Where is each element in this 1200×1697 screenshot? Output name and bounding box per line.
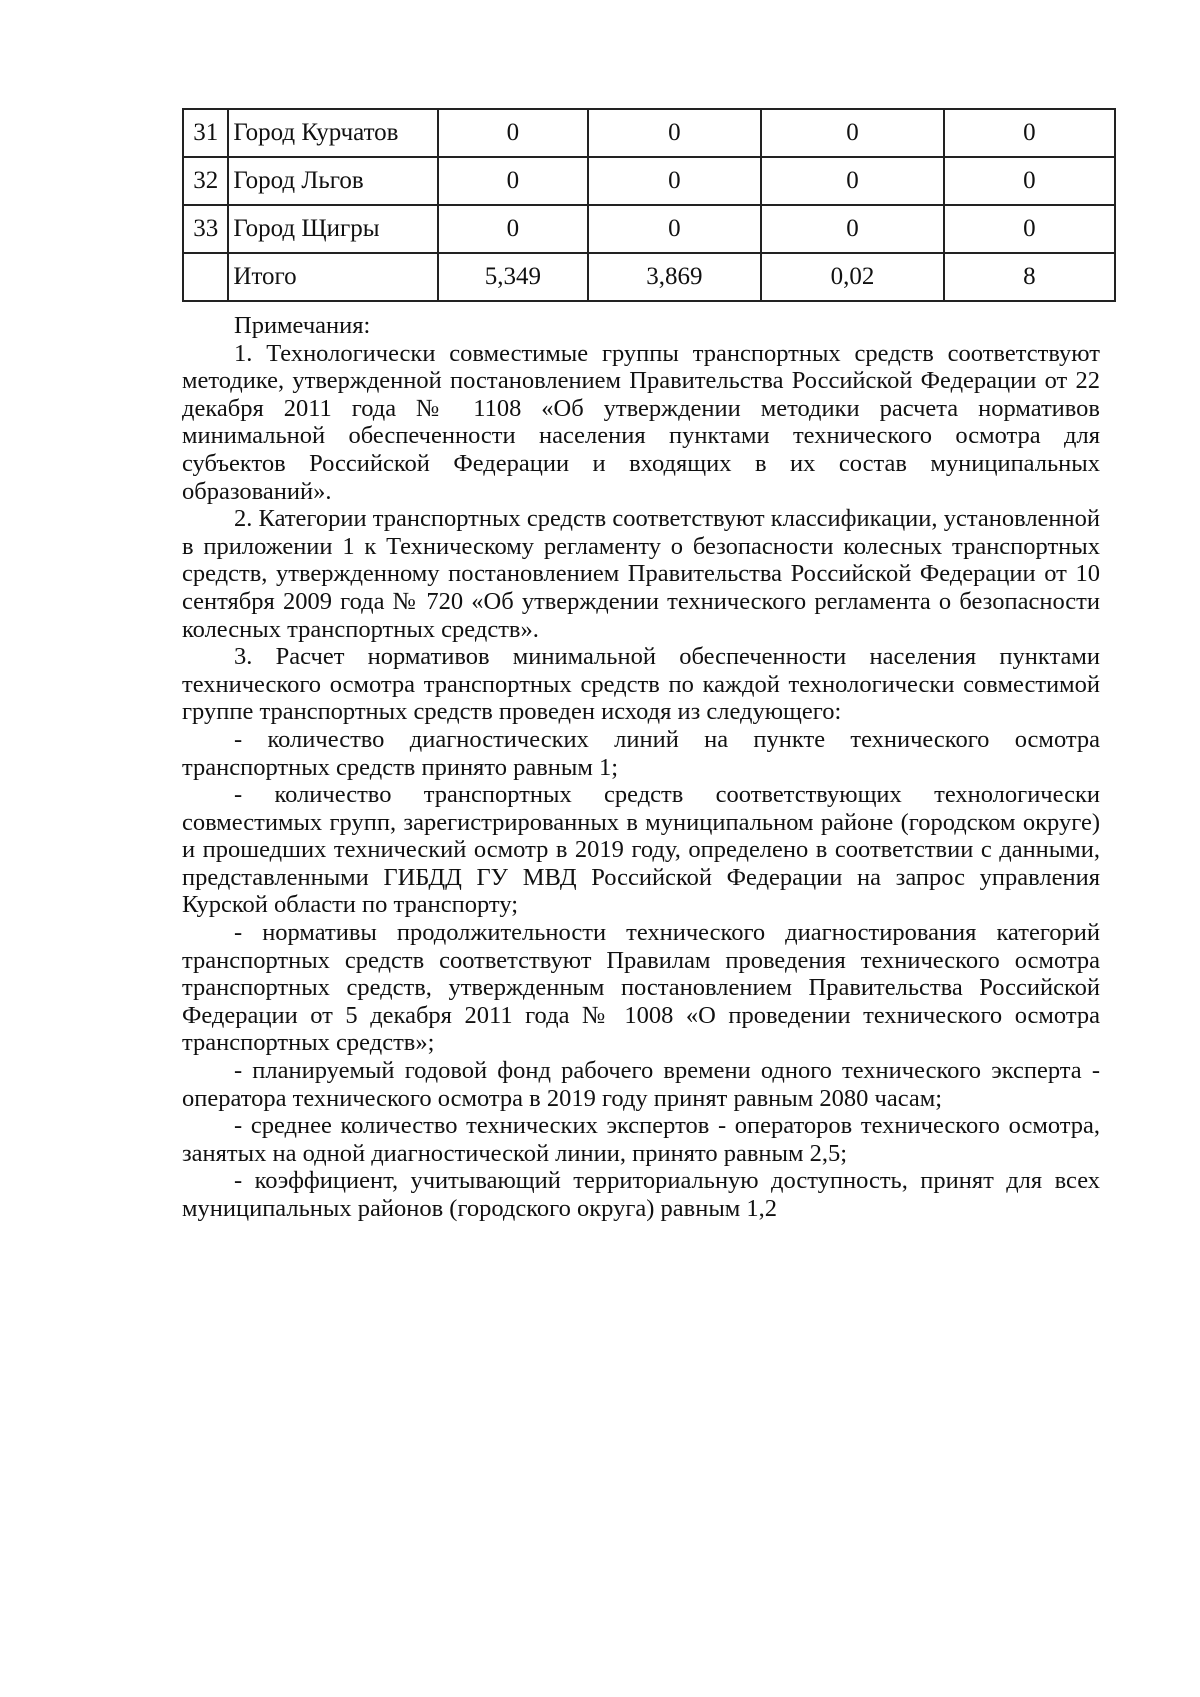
municipality-name: Город Щигры	[228, 205, 438, 253]
note-paragraph: 1. Технологически совместимые группы транспортных средств соответствуют методике, утвержденной постановлением Правительства Российской Федерации от 22 декабря 2011 года № 1108 «Об утверждении методики расчета нормативов минимальной обеспеченности населения пунктами технического осмотра для субъектов Российской Федерации и входящих в их состав муниципальных образований».	[182, 339, 1100, 505]
municipality-name: Город Льгов	[228, 157, 438, 205]
total-row	[183, 253, 1115, 301]
value-cell: 0	[438, 205, 587, 253]
notes-heading: Примечания:	[234, 312, 371, 339]
value-cell: 0	[588, 205, 762, 253]
table-row	[183, 157, 1115, 205]
municipality-name: Город Курчатов	[228, 109, 438, 157]
value-cell: 0	[438, 109, 587, 157]
total-value: 8	[944, 253, 1115, 301]
value-cell: 0	[761, 205, 943, 253]
total-label: Итого	[228, 253, 438, 301]
note-list-item: - коэффициент, учитывающий территориальную доступность, принят для всех муниципальных районов (городского округа) равным 1,2	[182, 1167, 1100, 1222]
value-cell: 0	[761, 157, 943, 205]
value-cell: 0	[588, 109, 762, 157]
note-list-item: - количество транспортных средств соответствующих технологически совместимых групп, зарегистрированных в муниципальном районе (городском округе) и прошедших технический осмотр в 2019 году, определено в соответствии с данными, представленными ГИБДД ГУ МВД Российской Федерации на запрос управления Курской области по транспорту;	[182, 781, 1100, 919]
note-list-item: - количество диагностических линий на пункте технического осмотра транспортных средств принято равным 1;	[182, 725, 1100, 781]
row-number: 31	[183, 109, 228, 157]
note-list-item: - нормативы продолжительности технического диагностирования категорий транспортных средств соответствуют Правилам проведения технического осмотра транспортных средств, утвержденным постановлением Правительства Российской Федерации от 5 декабря 2011 года № 1008 «О проведении технического осмотра транспортных средств»;	[182, 919, 1100, 1057]
value-cell: 0	[944, 205, 1115, 253]
row-number: 32	[183, 157, 228, 205]
note-list-item: - планируемый годовой фонд рабочего времени одного технического эксперта - оператора технического осмотра в 2019 году принят равным 2080 часам;	[182, 1057, 1100, 1112]
value-cell: 0	[438, 157, 587, 205]
table-row	[183, 205, 1115, 253]
notes-section	[182, 312, 1100, 1223]
value-cell: 0	[944, 157, 1115, 205]
note-paragraph: 3. Расчет нормативов минимальной обеспеченности населения пунктами технического осмотра транспортных средств по каждой технологически совместимой группе транспортных средств проведен исходя из следующего:	[182, 643, 1100, 726]
total-value: 3,869	[588, 253, 762, 301]
note-list-item: - среднее количество технических экспертов - операторов технического осмотра, занятых на одной диагностической линии, принято равным 2,5;	[182, 1112, 1100, 1167]
row-number	[183, 253, 228, 301]
vehicles-table	[182, 108, 1116, 302]
table-row	[183, 109, 1115, 157]
value-cell: 0	[944, 109, 1115, 157]
note-paragraph: 2. Категории транспортных средств соответствуют классификации, установленной в приложении 1 к Техническому регламенту о безопасности колесных транспортных средств, утвержденному постановлением Правительства Российской Федерации от 10 сентября 2009 года № 720 «Об утверждении технического регламента о безопасности колесных транспортных средств».	[182, 505, 1100, 643]
total-value: 5,349	[438, 253, 587, 301]
value-cell: 0	[588, 157, 762, 205]
value-cell: 0	[761, 109, 943, 157]
total-value: 0,02	[761, 253, 943, 301]
row-number: 33	[183, 205, 228, 253]
